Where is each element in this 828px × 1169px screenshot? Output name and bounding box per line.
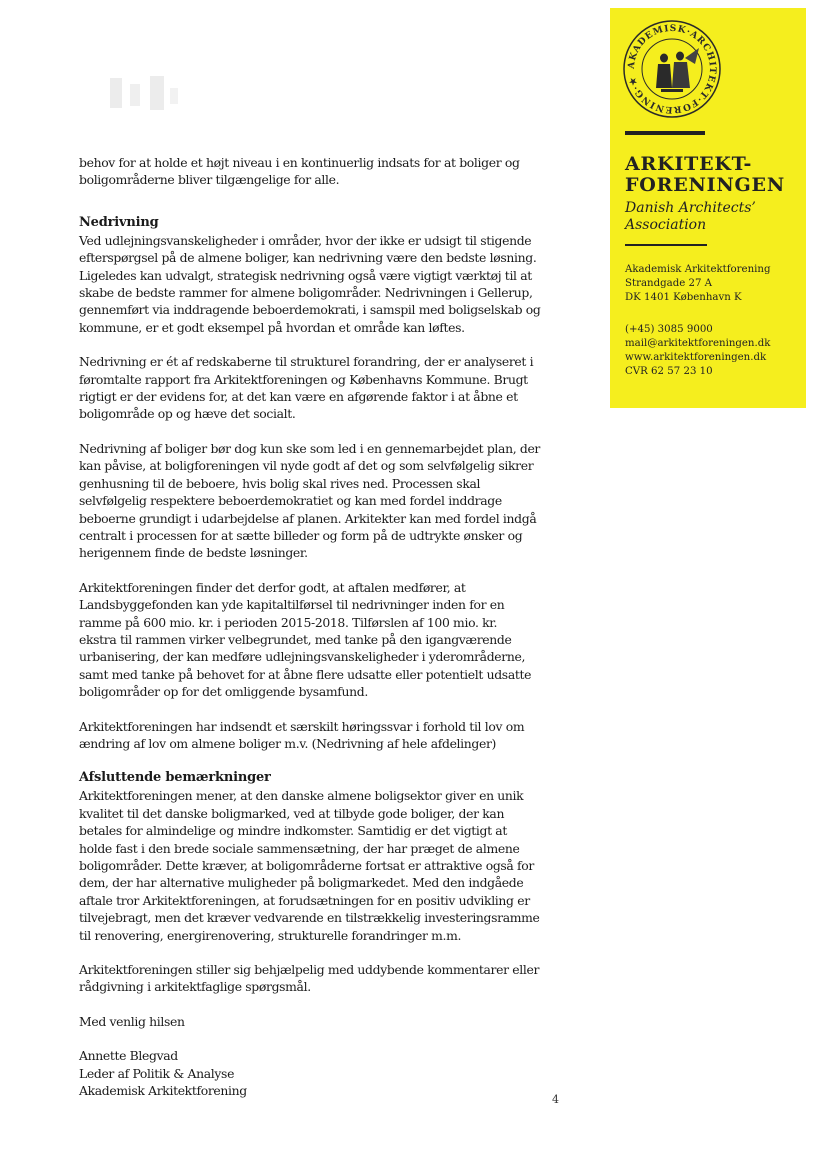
email-address: mail@arkitektforeningen.dk xyxy=(625,338,771,349)
paragraph: Ved udlejningsvanskeligheder i områder, hvor der ikke er udsigt til stigende efterspørgsel på de almene boliger, kan nedrivning være den bedste løsning. Ligeledes kan udvalgt, strategisk nedrivning også være vigtigt værktøj til at skabe de bedste rammer for almene boligområder. Nedrivningen i Gellerup, gennemført via inddragende beboerdemokrati, i samspil med boligselskab og kommune, er et godt eksempel på hvordan et område kan løftes. xyxy=(79,232,541,335)
letterhead-panel xyxy=(610,8,806,408)
section-afsluttende xyxy=(79,769,569,995)
intro-paragraph: behov for at holde et højt niveau i en kontinuerlig indsats for at boliger og boligområderne bliver tilgængelige for alle. xyxy=(79,155,520,188)
letterhead-divider xyxy=(625,244,707,246)
closing-phrase: Med venlig hilsen xyxy=(79,1013,185,1029)
paragraph: Arkitektforeningen mener, at den danske almene boligsektor giver en unik kvalitet til det danske boligmarked, ved at tilbyde gode boliger, der kan betales for almindelige og mindre indkomster. Samtidig er det vigtigt at holde fast i den brede sociale sammensætning, der har præget de almene boligområder. Dette kræver, at boligområderne fortsat er attraktive også for dem, der har alternative muligheder på boligmarkedet. Med den indgåede aftale tror Arkitektforeningen, at forudsætningen for en positiv udvikling er tilvejebragt, men det kræver vedvarende en tilstrækkelig investeringsramme til renovering, energirenovering, strukturelle forandringer m.m. xyxy=(79,788,540,943)
phone-number: (+45) 3085 9000 xyxy=(625,324,713,335)
website-url: www.arkitektforeningen.dk xyxy=(625,352,767,363)
signer-organisation: Akademisk Arkitektforening xyxy=(79,1083,247,1099)
letterhead-rule xyxy=(625,131,705,135)
page-number: 4 xyxy=(552,1093,559,1106)
association-seal-logo xyxy=(621,18,723,120)
paragraph: Arkitektforeningen har indsendt et særskilt høringssvar i forhold til lov om ændring af lov om almene boliger m.v. (Nedrivning af hele afdelinger) xyxy=(79,718,525,751)
paragraph: Arkitektforeningen finder det derfor godt, at aftalen medfører, at Landsbyggefonden kan yde kapitaltilførsel til nedrivninger inden for en ramme på 600 mio. kr. i perioden 2015-2018. Tilførslen af 100 mio. kr. ekstra til rammen virker velbegrundet, med tanke på den igangværende urbanisering, der kan medføre udlejningsvanskeligheder i yderområderne, samt med tanke på behovet for at åbne flere udsatte eller potentielt udsatte boligområder op for det omliggende bysamfund. xyxy=(79,579,532,700)
signer-title: Leder af Politik & Analyse xyxy=(79,1065,235,1081)
paragraph: Nedrivning af boliger bør dog kun ske som led i en gennemarbejdet plan, der kan påvise, at boligforeningen vil nyde godt af det og som selvfølgelig sikrer genhusning til de beboere, hvis bolig skal rives ned. Processen skal selvfølgelig respektere beboerdemokratiet og kan med fordel inddrage beboerne grundigt i udarbejdelse af planen. Arkitekter kan med fordel indgå centralt i processen for at sætte billeder og form på de udtrykte ønsker og herigennem finde de bedste løsninger. xyxy=(79,440,541,561)
section-heading: Afsluttende bemærkninger xyxy=(79,770,271,786)
svg-text:AKADEMISK·ARCHITEKT·FORENING·★: AKADEMISK·ARCHITEKT·FORENING·★ xyxy=(626,23,718,115)
paragraph: Arkitektforeningen stiller sig behjælpelig med uddybende kommentarer eller rådgivning i arkitektfaglige spørgsmål. xyxy=(79,962,540,995)
section-nedrivning xyxy=(79,214,569,753)
contact-details xyxy=(625,323,803,379)
paragraph: Nedrivning er ét af redskaberne til strukturel forandring, der er analyseret i føromtalte rapport fra Arkitektforeningen og Københavns Kommune. Brugt rigtigt er der evidens for, at det kan være en afgørende faktor i at åbne et boligområde op og hæve det socialt. xyxy=(79,354,534,422)
section-heading: Nedrivning xyxy=(79,214,159,230)
association-english-name: Danish Architects’ Association xyxy=(625,200,756,233)
scan-artifact xyxy=(100,58,190,128)
postal-address: Akademisk Arkitektforening Strandgade 27 A DK 1401 København K xyxy=(625,264,771,303)
association-name: ARKITEKT- FORENINGEN xyxy=(625,153,786,196)
signature-block xyxy=(79,1047,569,1099)
signer-name: Annette Blegvad xyxy=(79,1048,178,1064)
cvr-number: CVR 62 57 23 10 xyxy=(625,366,713,377)
letter-body xyxy=(79,154,569,1116)
